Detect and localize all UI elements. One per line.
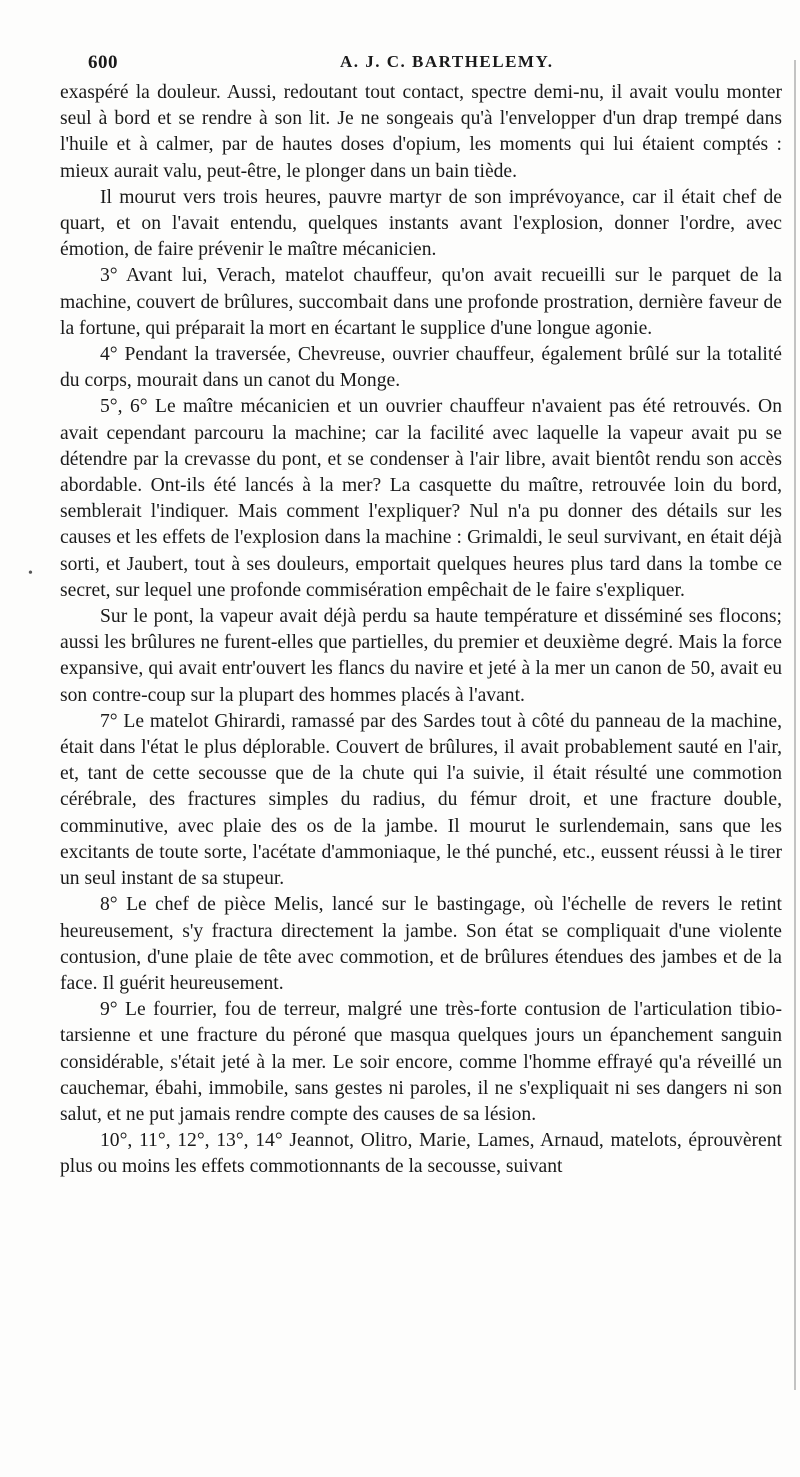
page-edge-shadow [794, 60, 796, 1390]
paragraph-case-3: 3° Avant lui, Verach, matelot chauffeur, qu'on avait recueilli sur le parquet de la machine, couvert de brûlures, succombait dans une profonde prostration, dernière faveur de la fortune, qui préparait la mort en écartant le supplice d'une longue agonie. [60, 265, 782, 339]
paragraph-death-of-officer: Il mourut vers trois heures, pauvre martyr de son imprévoyance, car il était chef de quart, et on l'avait entendu, quelques instants avant l'explosion, donner l'ordre, avec émotion, de faire prévenir le maître mécanicien. [60, 186, 782, 261]
paragraph-case-7: 7° Le matelot Ghirardi, ramassé par des Sardes tout à côté du panneau de la machine, était dans l'état le plus déplorable. Couvert de brûlures, il avait probablement sauté en l'air, et, tant de cette secousse que de la chute qui l'a suivie, il était résulté une commotion cérébrale, des fractures simples du radius, du fémur droit, et une fracture double, comminutive, avec plaie des os de la jambe. Il mourut le surlendemain, sans que les excitants de toute sorte, l'acétate d'ammoniaque, le thé punché, etc., eussent réussi à le tirer un seul instant de sa stupeur. [60, 710, 782, 890]
running-title: A. J. C. BARTHELEMY. [340, 52, 554, 71]
page-number: 600 [88, 52, 118, 73]
margin-mark: • [28, 566, 33, 581]
paragraph-case-9: 9° Le fourrier, fou de terreur, malgré une très-forte contusion de l'articulation tibio-tarsienne et une fracture du péroné que masqua quelques jours un épanchement sanguin considérable, s'était jeté à la mer. Le soir encore, comme l'homme effrayé qu'a réveillé un cauchemar, ébahi, immobile, sans gestes ni paroles, il ne s'expliquait ni ses dangers ni son salut, et ne put jamais rendre compte des causes de sa lésion. [60, 999, 782, 1125]
paragraph-case-5-6: 5°, 6° Le maître mécanicien et un ouvrier chauffeur n'avaient pas été retrouvés. On avait cependant parcouru la machine; car la facilité avec laquelle la vapeur avait pu se détendre par la crevasse du pont, et se condenser à l'air libre, avait bientôt rendu son accès abordable. Ont-ils été lancés à la mer? La casquette du maître, retrouvée loin du bord, semblerait l'indiquer. Mais comment l'expliquer? Nul n'a pu donner des détails sur les causes et les effets de l'explosion dans la machine : Grimaldi, le seul survivant, en était déjà sorti, et Jaubert, tout à ses douleurs, emportait quelques heures plus tard dans la tombe ce secret, sur lequel une profonde commisération empêchait de le faire s'expliquer. [60, 396, 782, 601]
paragraph-case-8: 8° Le chef de pièce Melis, lancé sur le bastingage, où l'échelle de revers le retint heureusement, s'y fractura directement la jambe. Son état se compliquait d'une violente contusion, d'une plaie de tête avec commotion, et de brûlures étendues des jambes et de la face. Il guérit heureusement. [60, 894, 782, 994]
paragraph-continuation: exaspéré la douleur. Aussi, redoutant tout contact, spectre demi-nu, il avait voulu monter seul à bord et se rendre à son lit. Je ne songeais qu'à l'envelopper d'un drap trempé dans l'huile et à calmer, par de hautes doses d'opium, les moments qui lui étaient comptés : mieux aurait valu, peut-être, le plonger dans un bain tiède. [60, 82, 782, 182]
body-text [60, 80, 782, 1181]
paragraph-case-4: 4° Pendant la traversée, Chevreuse, ouvrier chauffeur, également brûlé sur la totalité du corps, mourait dans un canot du Monge. [60, 344, 782, 392]
paragraph-deck-effects: Sur le pont, la vapeur avait déjà perdu sa haute température et disséminé ses flocons; aussi les brûlures ne furent-elles que partielles, du premier et deuxième degré. Mais la force expansive, qui avait entr'ouvert les flancs du navire et jeté à la mer un canon de 50, avait eu son contre-coup sur la plupart des hommes placés à l'avant. [60, 606, 782, 706]
paragraph-cases-10-14: 10°, 11°, 12°, 13°, 14° Jeannot, Olitro, Marie, Lames, Arnaud, matelots, éprouvèrent plus ou moins les effets commotionnants de la secousse, suivant [60, 1130, 782, 1178]
page-header [88, 52, 778, 78]
